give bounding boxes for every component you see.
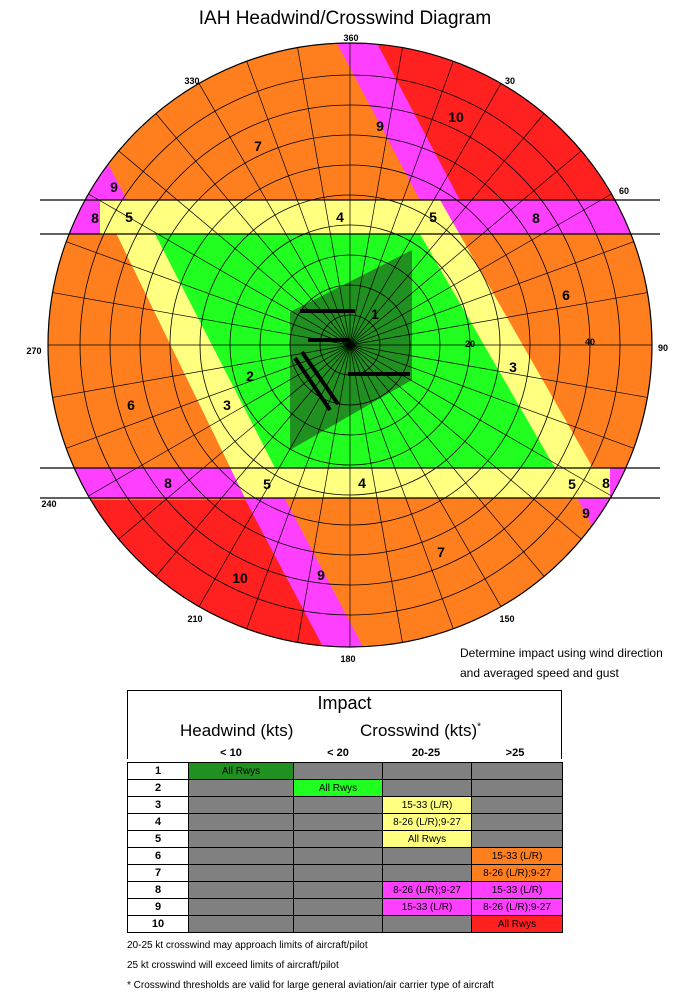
- impact-level: 10: [128, 916, 189, 933]
- impact-cell: [294, 763, 383, 780]
- impact-cell: [294, 882, 383, 899]
- impact-cell: All Rwys: [383, 831, 472, 848]
- impact-level: 5: [128, 831, 189, 848]
- impact-row: [128, 814, 563, 831]
- zone-label: 5: [429, 209, 437, 225]
- speed-20: 20: [464, 339, 476, 349]
- zone-label: 5: [263, 476, 271, 492]
- impact-cell: [383, 780, 472, 797]
- footnote-1: 20-25 kt crosswind may approach limits of aircraft/pilot: [127, 940, 368, 951]
- impact-cell: [383, 865, 472, 882]
- impact-cell: [383, 763, 472, 780]
- impact-cell: [472, 814, 563, 831]
- impact-row: [128, 865, 563, 882]
- footnote-3: * Crosswind thresholds are valid for large general aviation/air carrier type of aircraft: [127, 980, 494, 991]
- impact-cell: [294, 865, 383, 882]
- impact-cell: [294, 916, 383, 933]
- col-header-20-25: 20-25: [411, 747, 441, 759]
- impact-row: [128, 831, 563, 848]
- zone-label: 9: [317, 567, 325, 583]
- impact-cell: 8-26 (L/R);9-27: [383, 814, 472, 831]
- zone-label: 8: [164, 475, 172, 491]
- dir-60: 60: [618, 186, 630, 196]
- impact-cell: [189, 831, 294, 848]
- dir-30: 30: [504, 76, 516, 86]
- note-line-2: and averaged speed and gust: [460, 666, 619, 680]
- dir-150: 150: [499, 614, 515, 624]
- impact-cell: [383, 848, 472, 865]
- zone-label: 8: [602, 475, 610, 491]
- impact-level: 6: [128, 848, 189, 865]
- impact-cell: [189, 882, 294, 899]
- impact-cell: 15-33 (L/R): [383, 797, 472, 814]
- headwind-header: Headwind (kts): [180, 721, 294, 740]
- col-header-lt20: < 20: [327, 747, 349, 759]
- dir-210: 210: [187, 614, 203, 624]
- zone-label: 6: [127, 397, 135, 413]
- dir-360: 360: [343, 33, 359, 43]
- col-header-gt25: >25: [505, 747, 525, 759]
- impact-row: [128, 797, 563, 814]
- impact-cell: [294, 899, 383, 916]
- impact-level: 8: [128, 882, 189, 899]
- impact-row: [128, 916, 563, 933]
- zone-label: 3: [509, 359, 517, 375]
- impact-level: 2: [128, 780, 189, 797]
- impact-cell: [472, 763, 563, 780]
- impact-level: 7: [128, 865, 189, 882]
- crosswind-header: [360, 721, 481, 741]
- zone-label: 8: [532, 210, 540, 226]
- impact-cell: [294, 831, 383, 848]
- impact-title: Impact: [317, 693, 372, 713]
- impact-cell: 8-26 (L/R);9-27: [472, 899, 563, 916]
- zone-label: 9: [582, 505, 590, 521]
- impact-cell: 8-26 (L/R);9-27: [383, 882, 472, 899]
- col-header-lt10: < 10: [220, 747, 242, 759]
- zone-yellow-top-strip: [100, 200, 440, 234]
- dir-240: 240: [41, 499, 57, 509]
- zone-label: 2: [246, 368, 254, 384]
- note-line-1: Determine impact using wind direction: [460, 646, 663, 660]
- impact-cell: 15-33 (L/R): [383, 899, 472, 916]
- impact-level: 4: [128, 814, 189, 831]
- zone-label: 8: [91, 210, 99, 226]
- impact-cell: [472, 780, 563, 797]
- impact-cell: 15-33 (L/R): [472, 848, 563, 865]
- impact-cell: [383, 916, 472, 933]
- impact-cell: [472, 797, 563, 814]
- impact-cell: [189, 814, 294, 831]
- impact-row: [128, 882, 563, 899]
- impact-cell: [189, 916, 294, 933]
- dir-270: 270: [26, 346, 42, 356]
- zone-label: 7: [437, 544, 445, 560]
- impact-cell: All Rwys: [189, 763, 294, 780]
- impact-cell: 15-33 (L/R): [472, 882, 563, 899]
- impact-cell: [472, 831, 563, 848]
- dir-180: 180: [340, 654, 356, 664]
- zone-label: 3: [223, 397, 231, 413]
- zone-label: 9: [376, 118, 384, 134]
- impact-cell: [189, 899, 294, 916]
- impact-level: 1: [128, 763, 189, 780]
- impact-row: [128, 780, 563, 797]
- impact-row: [128, 763, 563, 780]
- speed-40: 40: [584, 337, 596, 347]
- instruction-note: [460, 643, 663, 683]
- footnote-2: 25 kt crosswind will exceed limits of aircraft/pilot: [127, 960, 339, 971]
- crosswind-header-text: Crosswind (kts): [360, 721, 478, 740]
- zone-label: 10: [448, 109, 464, 125]
- zone-label: 7: [254, 138, 262, 154]
- zone-label: 6: [562, 287, 570, 303]
- impact-cell: [294, 814, 383, 831]
- impact-cell: [294, 848, 383, 865]
- dir-90: 90: [657, 343, 669, 353]
- impact-row: [128, 899, 563, 916]
- impact-table: [127, 762, 563, 933]
- zone-label: 5: [568, 476, 576, 492]
- zone-label: 4: [358, 475, 366, 491]
- impact-cell: [189, 848, 294, 865]
- impact-cell: [294, 797, 383, 814]
- impact-cell: [189, 797, 294, 814]
- zone-label: 4: [336, 209, 344, 225]
- zone-label: 1: [371, 306, 379, 322]
- impact-cell: [189, 780, 294, 797]
- impact-level: 3: [128, 797, 189, 814]
- impact-row: [128, 848, 563, 865]
- impact-cell: 8-26 (L/R);9-27: [472, 865, 563, 882]
- diagram-title: IAH Headwind/Crosswind Diagram: [198, 8, 492, 29]
- zone-label: 5: [125, 209, 133, 225]
- zone-label: 9: [110, 179, 118, 195]
- dir-330: 330: [184, 76, 200, 86]
- zone-label: 10: [232, 570, 248, 586]
- crosswind-footnote-marker: *: [477, 721, 482, 733]
- impact-header: [127, 690, 562, 759]
- impact-cell: All Rwys: [294, 780, 383, 797]
- impact-cell: All Rwys: [472, 916, 563, 933]
- impact-cell: [189, 865, 294, 882]
- impact-level: 9: [128, 899, 189, 916]
